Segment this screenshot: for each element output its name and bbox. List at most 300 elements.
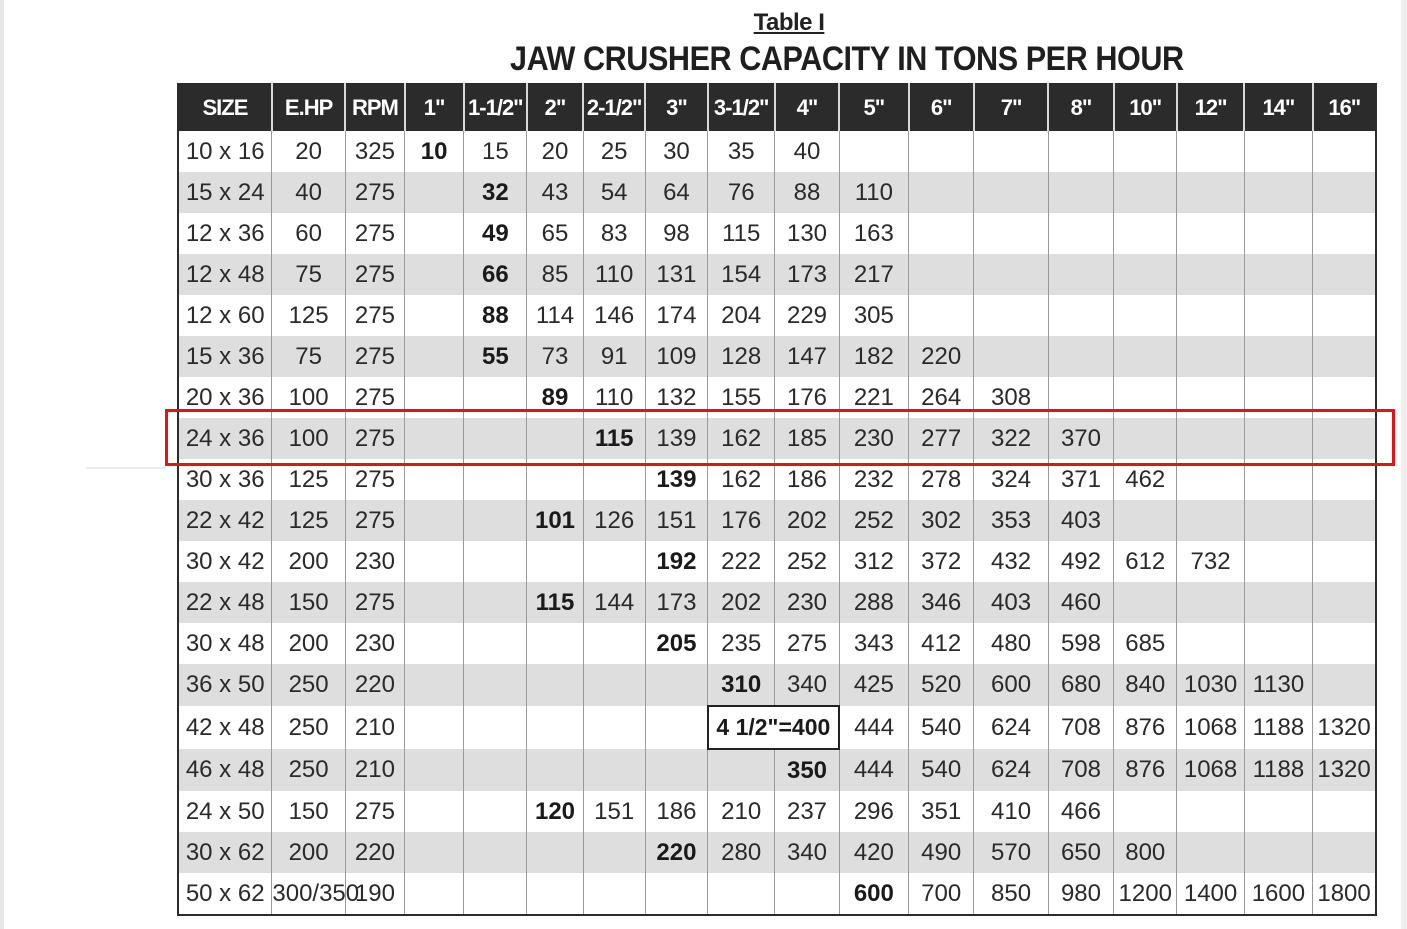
size-cell: 46 x 48 <box>178 749 272 791</box>
capacity-cell: 139 <box>645 459 707 500</box>
capacity-cell <box>464 706 527 749</box>
capacity-cell: 139 <box>645 418 707 459</box>
capacity-cell <box>974 213 1048 254</box>
capacity-cell <box>1114 582 1177 623</box>
table-row <box>178 623 1376 664</box>
table-row <box>178 706 1376 749</box>
column-header: SIZE <box>178 84 272 131</box>
ehp-cell: 20 <box>272 131 345 172</box>
capacity-cell: 264 <box>909 377 974 418</box>
rpm-cell: 275 <box>345 213 404 254</box>
size-cell: 30 x 48 <box>178 623 272 664</box>
capacity-cell <box>1048 254 1113 295</box>
rpm-cell: 210 <box>345 706 404 749</box>
capacity-cell: 1030 <box>1177 664 1244 706</box>
capacity-cell <box>1114 791 1177 832</box>
capacity-cell: 205 <box>645 623 707 664</box>
capacity-cell <box>1313 832 1376 873</box>
capacity-cell: 173 <box>775 254 839 295</box>
capacity-cell <box>527 749 583 791</box>
capacity-cell: 202 <box>708 582 775 623</box>
capacity-cell: 186 <box>775 459 839 500</box>
rpm-cell: 230 <box>345 541 404 582</box>
ehp-cell: 125 <box>272 295 345 336</box>
capacity-cell: 598 <box>1048 623 1113 664</box>
capacity-cell: 55 <box>464 336 527 377</box>
capacity-cell: 288 <box>839 582 908 623</box>
capacity-cell: 600 <box>839 873 908 915</box>
capacity-cell: 624 <box>974 749 1048 791</box>
capacity-cell: 412 <box>909 623 974 664</box>
capacity-cell: 110 <box>839 172 908 213</box>
capacity-cell <box>405 172 464 213</box>
capacity-cell <box>1313 336 1376 377</box>
column-header: 8" <box>1048 84 1113 131</box>
capacity-cell: 351 <box>909 791 974 832</box>
capacity-cell: 235 <box>708 623 775 664</box>
capacity-cell <box>1244 623 1312 664</box>
capacity-cell: 66 <box>464 254 527 295</box>
capacity-cell: 162 <box>708 459 775 500</box>
capacity-cell <box>405 541 464 582</box>
capacity-cell: 76 <box>708 172 775 213</box>
capacity-cell <box>527 541 583 582</box>
capacity-cell <box>1177 582 1244 623</box>
capacity-cell: 110 <box>583 254 645 295</box>
capacity-cell: 15 <box>464 131 527 172</box>
rpm-cell: 220 <box>345 664 404 706</box>
capacity-cell: 322 <box>974 418 1048 459</box>
capacity-cell <box>1177 172 1244 213</box>
capacity-cell: 312 <box>839 541 908 582</box>
size-cell: 15 x 24 <box>178 172 272 213</box>
capacity-cell: 650 <box>1048 832 1113 873</box>
column-header: 5" <box>839 84 908 131</box>
capacity-cell: 1188 <box>1244 706 1312 749</box>
capacity-cell <box>1048 213 1113 254</box>
capacity-cell: 91 <box>583 336 645 377</box>
highlighted-row-box <box>165 409 1395 466</box>
capacity-cell <box>974 254 1048 295</box>
capacity-cell: 220 <box>909 336 974 377</box>
capacity-cell <box>1313 172 1376 213</box>
capacity-cell: 131 <box>645 254 707 295</box>
table-row <box>178 832 1376 873</box>
capacity-cell <box>1313 664 1376 706</box>
capacity-cell: 204 <box>708 295 775 336</box>
size-cell: 22 x 42 <box>178 500 272 541</box>
capacity-cell: 130 <box>775 213 839 254</box>
column-header: 14" <box>1244 84 1312 131</box>
column-header: 6" <box>909 84 974 131</box>
capacity-cell: 210 <box>708 791 775 832</box>
capacity-cell <box>1114 336 1177 377</box>
column-header: 2-1/2" <box>583 84 645 131</box>
capacity-cell: 324 <box>974 459 1048 500</box>
capacity-cell: 1200 <box>1114 873 1177 915</box>
capacity-cell <box>405 791 464 832</box>
capacity-cell <box>1244 832 1312 873</box>
capacity-cell <box>645 664 707 706</box>
capacity-cell <box>1177 500 1244 541</box>
capacity-cell <box>1313 213 1376 254</box>
capacity-table-wrapper <box>177 83 1377 913</box>
capacity-cell: 600 <box>974 664 1048 706</box>
ehp-cell: 60 <box>272 213 345 254</box>
capacity-cell: 308 <box>974 377 1048 418</box>
rpm-cell: 275 <box>345 377 404 418</box>
capacity-cell <box>1048 172 1113 213</box>
capacity-cell <box>1313 791 1376 832</box>
capacity-cell <box>405 295 464 336</box>
capacity-cell: 340 <box>775 664 839 706</box>
capacity-cell <box>464 791 527 832</box>
capacity-cell: 310 <box>708 664 775 706</box>
capacity-cell: 410 <box>974 791 1048 832</box>
column-header: RPM <box>345 84 404 131</box>
capacity-cell: 229 <box>775 295 839 336</box>
capacity-cell: 570 <box>974 832 1048 873</box>
capacity-cell <box>405 582 464 623</box>
rpm-cell: 275 <box>345 582 404 623</box>
capacity-cell <box>909 295 974 336</box>
capacity-cell: 43 <box>527 172 583 213</box>
capacity-cell: 296 <box>839 791 908 832</box>
ehp-cell: 150 <box>272 791 345 832</box>
capacity-cell <box>974 295 1048 336</box>
capacity-cell: 680 <box>1048 664 1113 706</box>
capacity-cell <box>708 749 775 791</box>
capacity-cell <box>583 832 645 873</box>
table-row <box>178 582 1376 623</box>
capacity-cell <box>464 749 527 791</box>
capacity-cell: 173 <box>645 582 707 623</box>
capacity-cell: 540 <box>909 706 974 749</box>
ehp-cell: 40 <box>272 172 345 213</box>
size-cell: 30 x 62 <box>178 832 272 873</box>
size-cell: 36 x 50 <box>178 664 272 706</box>
capacity-cell <box>527 832 583 873</box>
capacity-cell: 185 <box>775 418 839 459</box>
capacity-cell: 1320 <box>1313 749 1376 791</box>
capacity-cell <box>1048 131 1113 172</box>
capacity-cell: 876 <box>1114 749 1177 791</box>
capacity-cell: 230 <box>775 582 839 623</box>
capacity-cell: 155 <box>708 377 775 418</box>
capacity-cell <box>1244 500 1312 541</box>
capacity-cell: 151 <box>645 500 707 541</box>
capacity-cell: 800 <box>1114 832 1177 873</box>
ehp-cell: 200 <box>272 832 345 873</box>
size-cell: 30 x 42 <box>178 541 272 582</box>
rpm-cell: 275 <box>345 500 404 541</box>
capacity-cell: 353 <box>974 500 1048 541</box>
capacity-cell: 277 <box>909 418 974 459</box>
table-row <box>178 664 1376 706</box>
capacity-cell <box>1114 254 1177 295</box>
capacity-cell <box>1313 541 1376 582</box>
capacity-cell: 20 <box>527 131 583 172</box>
rpm-cell: 275 <box>345 418 404 459</box>
capacity-cell: 876 <box>1114 706 1177 749</box>
capacity-cell <box>974 131 1048 172</box>
capacity-cell: 540 <box>909 749 974 791</box>
capacity-cell <box>974 172 1048 213</box>
capacity-cell <box>583 541 645 582</box>
rpm-cell: 275 <box>345 459 404 500</box>
ehp-cell: 250 <box>272 706 345 749</box>
size-cell: 50 x 62 <box>178 873 272 915</box>
capacity-cell <box>464 664 527 706</box>
size-cell: 20 x 36 <box>178 377 272 418</box>
table-row <box>178 254 1376 295</box>
capacity-cell: 202 <box>775 500 839 541</box>
capacity-cell <box>1177 213 1244 254</box>
capacity-cell <box>1177 791 1244 832</box>
capacity-cell <box>1313 254 1376 295</box>
table-row <box>178 791 1376 832</box>
capacity-cell <box>464 873 527 915</box>
column-header: 12" <box>1177 84 1244 131</box>
capacity-cell <box>1114 295 1177 336</box>
capacity-cell <box>775 873 839 915</box>
scan-artifact-line <box>86 467 166 469</box>
capacity-cell <box>583 749 645 791</box>
ehp-cell: 250 <box>272 664 345 706</box>
capacity-cell: 1068 <box>1177 749 1244 791</box>
page-edge-right <box>1401 0 1407 929</box>
capacity-cell <box>464 832 527 873</box>
column-header: 3" <box>645 84 707 131</box>
capacity-cell <box>405 500 464 541</box>
capacity-cell <box>909 254 974 295</box>
capacity-cell: 64 <box>645 172 707 213</box>
capacity-cell <box>1177 623 1244 664</box>
capacity-cell: 403 <box>1048 500 1113 541</box>
capacity-cell: 346 <box>909 582 974 623</box>
capacity-cell <box>583 623 645 664</box>
capacity-cell <box>1313 295 1376 336</box>
capacity-cell <box>405 254 464 295</box>
capacity-table <box>177 83 1377 916</box>
capacity-cell: 126 <box>583 500 645 541</box>
capacity-cell: 35 <box>708 131 775 172</box>
size-cell: 12 x 48 <box>178 254 272 295</box>
capacity-cell: 217 <box>839 254 908 295</box>
column-header: 4" <box>775 84 839 131</box>
capacity-cell: 232 <box>839 459 908 500</box>
capacity-cell: 182 <box>839 336 908 377</box>
ehp-cell: 300/350 <box>272 873 345 915</box>
capacity-cell <box>1244 791 1312 832</box>
capacity-cell: 32 <box>464 172 527 213</box>
rpm-cell: 275 <box>345 172 404 213</box>
capacity-cell <box>1244 213 1312 254</box>
capacity-cell: 850 <box>974 873 1048 915</box>
capacity-cell: 708 <box>1048 749 1113 791</box>
column-header: E.HP <box>272 84 345 131</box>
capacity-cell: 343 <box>839 623 908 664</box>
capacity-cell <box>708 873 775 915</box>
capacity-cell <box>405 213 464 254</box>
rpm-cell: 230 <box>345 623 404 664</box>
table-row <box>178 336 1376 377</box>
table-caption: Table I <box>753 9 825 36</box>
capacity-cell: 732 <box>1177 541 1244 582</box>
capacity-cell <box>1177 295 1244 336</box>
capacity-cell <box>909 213 974 254</box>
capacity-cell: 220 <box>645 832 707 873</box>
capacity-cell: 85 <box>527 254 583 295</box>
capacity-cell <box>645 873 707 915</box>
capacity-cell: 350 <box>775 749 839 791</box>
capacity-cell <box>909 172 974 213</box>
capacity-cell <box>464 541 527 582</box>
size-cell: 10 x 16 <box>178 131 272 172</box>
capacity-cell <box>1177 336 1244 377</box>
size-cell: 30 x 36 <box>178 459 272 500</box>
capacity-cell <box>464 623 527 664</box>
capacity-cell: 54 <box>583 172 645 213</box>
capacity-cell: 115 <box>583 418 645 459</box>
capacity-cell: 480 <box>974 623 1048 664</box>
ehp-cell: 75 <box>272 336 345 377</box>
capacity-cell <box>405 336 464 377</box>
capacity-cell: 1600 <box>1244 873 1312 915</box>
capacity-cell: 490 <box>909 832 974 873</box>
capacity-cell: 420 <box>839 832 908 873</box>
capacity-cell: 128 <box>708 336 775 377</box>
table-header-row <box>178 84 1376 131</box>
rpm-cell: 190 <box>345 873 404 915</box>
capacity-cell <box>1244 295 1312 336</box>
size-cell: 12 x 60 <box>178 295 272 336</box>
capacity-cell: 147 <box>775 336 839 377</box>
column-header: 3-1/2" <box>708 84 775 131</box>
capacity-cell <box>405 623 464 664</box>
capacity-cell <box>1114 213 1177 254</box>
table-row <box>178 131 1376 172</box>
capacity-cell <box>405 873 464 915</box>
capacity-cell: 237 <box>775 791 839 832</box>
rpm-cell: 275 <box>345 336 404 377</box>
ehp-cell: 125 <box>272 500 345 541</box>
capacity-cell: 101 <box>527 500 583 541</box>
capacity-cell: 372 <box>909 541 974 582</box>
capacity-cell <box>405 664 464 706</box>
ehp-cell: 150 <box>272 582 345 623</box>
capacity-cell <box>1313 582 1376 623</box>
capacity-cell: 685 <box>1114 623 1177 664</box>
column-header: 2" <box>527 84 583 131</box>
table-row <box>178 749 1376 791</box>
capacity-cell: 980 <box>1048 873 1113 915</box>
capacity-cell: 340 <box>775 832 839 873</box>
capacity-cell: 73 <box>527 336 583 377</box>
capacity-cell <box>1244 541 1312 582</box>
capacity-cell <box>1048 336 1113 377</box>
capacity-cell <box>1313 500 1376 541</box>
page-edge <box>0 0 4 929</box>
column-header: 7" <box>974 84 1048 131</box>
capacity-cell <box>1244 254 1312 295</box>
capacity-cell: 151 <box>583 791 645 832</box>
column-header: 1" <box>405 84 464 131</box>
capacity-cell <box>839 131 908 172</box>
capacity-cell <box>527 623 583 664</box>
capacity-cell: 275 <box>775 623 839 664</box>
table-body <box>178 131 1376 915</box>
capacity-cell <box>583 706 645 749</box>
capacity-cell <box>909 131 974 172</box>
capacity-cell: 221 <box>839 377 908 418</box>
capacity-cell: 252 <box>839 500 908 541</box>
table-row <box>178 213 1376 254</box>
capacity-cell <box>583 873 645 915</box>
capacity-cell <box>527 664 583 706</box>
capacity-cell: 371 <box>1048 459 1113 500</box>
capacity-cell: 162 <box>708 418 775 459</box>
capacity-cell: 444 <box>839 706 908 749</box>
ehp-cell: 100 <box>272 377 345 418</box>
size-cell: 22 x 48 <box>178 582 272 623</box>
ehp-cell: 100 <box>272 418 345 459</box>
capacity-cell: 176 <box>708 500 775 541</box>
page-title: JAW CRUSHER CAPACITY IN TONS PER HOUR <box>510 40 1184 78</box>
capacity-cell: 83 <box>583 213 645 254</box>
rpm-cell: 275 <box>345 254 404 295</box>
capacity-cell <box>405 706 464 749</box>
capacity-cell: 30 <box>645 131 707 172</box>
capacity-cell: 612 <box>1114 541 1177 582</box>
capacity-cell: 110 <box>583 377 645 418</box>
size-cell: 24 x 36 <box>178 418 272 459</box>
capacity-cell <box>1244 172 1312 213</box>
capacity-cell: 114 <box>527 295 583 336</box>
column-header: 1-1/2" <box>464 84 527 131</box>
table-row <box>178 295 1376 336</box>
capacity-cell: 462 <box>1114 459 1177 500</box>
capacity-cell: 700 <box>909 873 974 915</box>
capacity-cell: 520 <box>909 664 974 706</box>
capacity-cell: 302 <box>909 500 974 541</box>
capacity-cell <box>583 664 645 706</box>
capacity-cell <box>1114 500 1177 541</box>
capacity-cell: 425 <box>839 664 908 706</box>
capacity-cell: 1130 <box>1244 664 1312 706</box>
capacity-cell: 98 <box>645 213 707 254</box>
capacity-cell: 1068 <box>1177 706 1244 749</box>
capacity-cell: 278 <box>909 459 974 500</box>
capacity-cell: 280 <box>708 832 775 873</box>
capacity-cell: 163 <box>839 213 908 254</box>
capacity-cell <box>1114 172 1177 213</box>
table-row <box>178 500 1376 541</box>
capacity-cell: 252 <box>775 541 839 582</box>
capacity-cell: 230 <box>839 418 908 459</box>
capacity-cell: 370 <box>1048 418 1113 459</box>
capacity-cell: 154 <box>708 254 775 295</box>
capacity-cell: 4 1/2"=400 <box>708 706 840 749</box>
capacity-cell <box>527 873 583 915</box>
size-cell: 12 x 36 <box>178 213 272 254</box>
capacity-cell: 186 <box>645 791 707 832</box>
rpm-cell: 210 <box>345 749 404 791</box>
capacity-cell: 146 <box>583 295 645 336</box>
capacity-cell <box>1177 254 1244 295</box>
capacity-cell: 144 <box>583 582 645 623</box>
capacity-cell <box>645 749 707 791</box>
